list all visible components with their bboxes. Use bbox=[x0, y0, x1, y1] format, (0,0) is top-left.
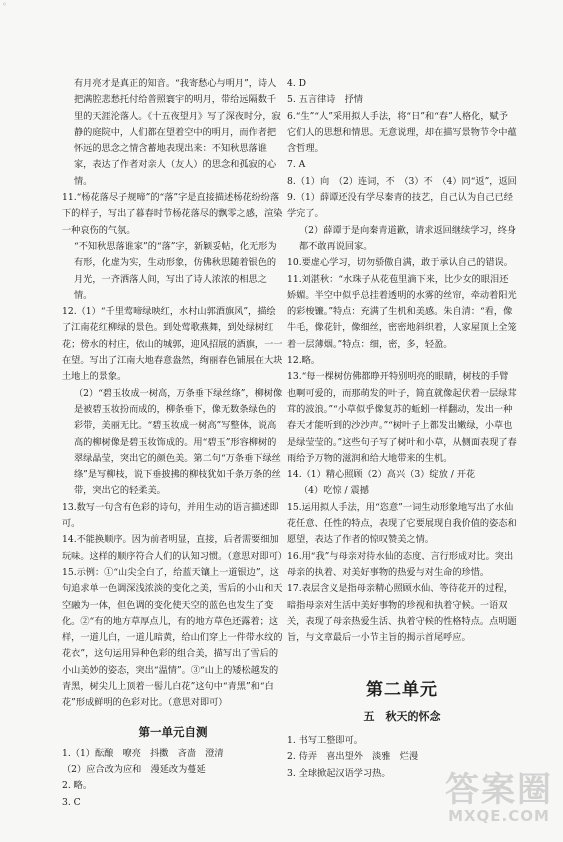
answer-item: 1.（1）酝酿 嘹亮 抖擞 吝啬 澄清 bbox=[62, 747, 224, 759]
answer-item: 2. 略。 bbox=[62, 780, 93, 792]
unit-title: 第二单元 bbox=[366, 680, 438, 701]
answer-item: 11.刘湛秋：“水珠子从花苞里滴下来，比少女的眼泪还娇媚。半空中似乎总挂着透明的水雾的丝帘，牵动着阳光的彩梭镰。”特点：充满了生机和美感。朱自清：“看，像牛毛，像花针，像细丝，密密地斜织着，人家屋顶上全笼着一层薄烟。”特点：细，密，多，轻盈。 bbox=[287, 273, 517, 350]
watermark-text: 答案圈 bbox=[445, 770, 553, 810]
right-column bbox=[287, 76, 517, 782]
answer-item: 有月亮才是真正的知音。“我寄愁心与明月”，诗人把满腔悲愁托付给普照寰宇的明月，带给远隔数千里的天涯沦落人。《十五夜望月》写了深夜时分，寂静的庭院中，人们都在望着空中的明月，而作者把怀远的思念之情含蓄地表现出来：不知秋思落谁家，表达了作者对亲人（友人）的思念和孤寂的心情。 bbox=[74, 78, 281, 187]
right-answers bbox=[287, 76, 517, 646]
self-test-answers bbox=[62, 746, 284, 811]
answer-item: “不知秋思落谁家”的“落”字，新颖妥帖，化无形为有形，化虚为实，生动形象，仿佛秋思随着银色的月光，一齐洒落人间，写出了诗人浓浓的相思之情。 bbox=[74, 240, 277, 301]
answer-item: 11.“杨花落尽子规啼”的“落”字是直接描述杨花纷纷落下的样子，写出了暮春时节杨花落尽的飘零之感，渲染一种哀伤的气氛。 bbox=[62, 192, 283, 236]
answer-item: 14.不能换顺序。因为前者明显，直接，后者需要细加玩味。这样的顺序符合人们的认知习惯。（意思对即可） bbox=[62, 534, 288, 562]
answer-item: （4）吃惊 / 震撼 bbox=[299, 485, 369, 497]
self-test-title: 第一单元自测 bbox=[138, 724, 208, 739]
watermark-url: MXQE.COM bbox=[448, 807, 550, 825]
corner-mark: ◦ bbox=[2, 0, 7, 9]
watermark-logo bbox=[445, 770, 553, 825]
answer-item: 3. 全球掀起汉语学习热。 bbox=[287, 767, 391, 779]
answer-item: 2. 侍弄 喜出望外 淡雅 烂漫 bbox=[287, 751, 419, 763]
answer-item: 15.示例：①“山尖全白了，给蓝天镶上一道银边”，这句追求单一色调深浅浓淡的变化之美，雪后的小山和天空融为一体，但色调的变化使天空的蓝色也发生了变化。②“有的地方草厚点儿，有的地方草色还露着；这样，一道儿白，一道儿暗黄，给山们穿上一件带水纹的花衣”，这句运用异种色彩的组合美，描写出了雪后的小山美妙的姿态，突出“温情”。③“山上的矮松越发的青黑，树尖儿上顶着一髻儿白花”这句中“青黑”和“白花”形成鲜明的色彩对比。（意思对即可） bbox=[62, 566, 283, 709]
answer-item: 3. C bbox=[62, 796, 81, 808]
answer-item: 14.（1）精心照顾（2）高兴（3）绽放 / 开花 bbox=[287, 469, 476, 481]
answer-item: 5. 五言律诗 抒情 bbox=[287, 94, 363, 106]
left-answers bbox=[62, 76, 288, 712]
answer-item: 13.“每一棵树仿佛都睁开特别明亮的眼睛，树枝的手臂也啊可爱的，而那萌发的叶子，简直就像起伏着一层绿茸茸的波浪。”“小草似乎像复苏的蚯蚓一样翻动，发出一种春天才能听到的沙沙声。”“树叶子上都发出嫩绿，小草也是绿莹莹的。”这些句子写了树叶和小草，从侧面表现了春雨给予万物的滋润和给大地带来的生机。 bbox=[287, 371, 517, 464]
answer-item: 16.用“我”与母亲对待水仙的态度、言行形成对比。突出母亲的执着、对美好事物的热爱与对生命的珍惜。 bbox=[287, 550, 514, 578]
answer-item: （2）薛谭于是向秦青道歉，请求返回继续学习，终身都不敢再说回家。 bbox=[299, 224, 517, 252]
answer-item: （2）“碧玉妆成一树高，万条垂下绿丝绦”，柳树像是被碧玉妆扮而成的，柳条垂下，像无数条绿色的彩带，美丽无比。“碧玉妆成一树高”写整体，说高高的柳树像是碧玉妆饰成的。用“碧玉”形容柳树的翠绿晶莹，突出它的颜色美。第二句“万条垂下绿丝绦”是写柳枝，说下垂披拂的柳枝犹如千条万条的丝带，突出它的轻柔美。 bbox=[74, 387, 283, 497]
answer-item: 7. A bbox=[287, 159, 306, 171]
answer-item: 15.运用拟人手法，用“恣意”一词生动形象地写出了水仙花任意、任性的特点，表现了它要展现自我价值的姿态和愿望，表达了作者的惊叹赞美之情。 bbox=[287, 501, 517, 546]
answer-item: 10.要虚心学习，切勿骄傲自满，敢于承认自己的错误。 bbox=[287, 257, 513, 269]
answer-item: 17.表层含义是指母亲精心照顾水仙、等待花开的过程，暗指母亲对生活中美好事物的珍视和执着守候。一语双关，表现了母亲热爱生活、执着守候的性格特点。点明题旨，与文章最后一小节主旨的揭示首尾呼应。 bbox=[287, 583, 517, 644]
answer-item: 4. D bbox=[287, 78, 307, 89]
answer-item: （2）应合改为应和 漫延改为蔓延 bbox=[62, 764, 206, 776]
answer-item: 12.（1）“千里莺啼绿映红，水村山郭酒旗风”，描绘了江南花红柳绿的景色。到处莺歌燕舞，到处绿树红花；傍水的村庄，依山的城郭，迎风招展的酒旗，一一在望。写出了江南大地春意盎然，绚丽春色铺展在大块土地上的景象。 bbox=[62, 306, 283, 383]
answer-item: 9.（1）薛谭还没有学尽秦青的技艺，自己认为自己已经学完了。 bbox=[287, 192, 513, 220]
answer-item: 12.略。 bbox=[287, 355, 320, 367]
lesson-title: 五 秋天的怀念 bbox=[363, 709, 441, 723]
answer-item: 6.“生”“人”采用拟人手法，将“日”和“春”人格化，赋予它们人的思想和情思。无意说理，却在描写景物节令中蕴含哲理。 bbox=[287, 110, 517, 155]
answer-item: 1. 书写工整即可。 bbox=[287, 734, 363, 746]
answer-item: 8.（1）向 （2）连词，不 （3）不 （4）同“返”，返回 bbox=[287, 175, 517, 187]
answer-item: 13.数写一句含有色彩的诗句，并用生动的语言描述即可。 bbox=[62, 501, 279, 530]
left-column bbox=[62, 76, 288, 811]
